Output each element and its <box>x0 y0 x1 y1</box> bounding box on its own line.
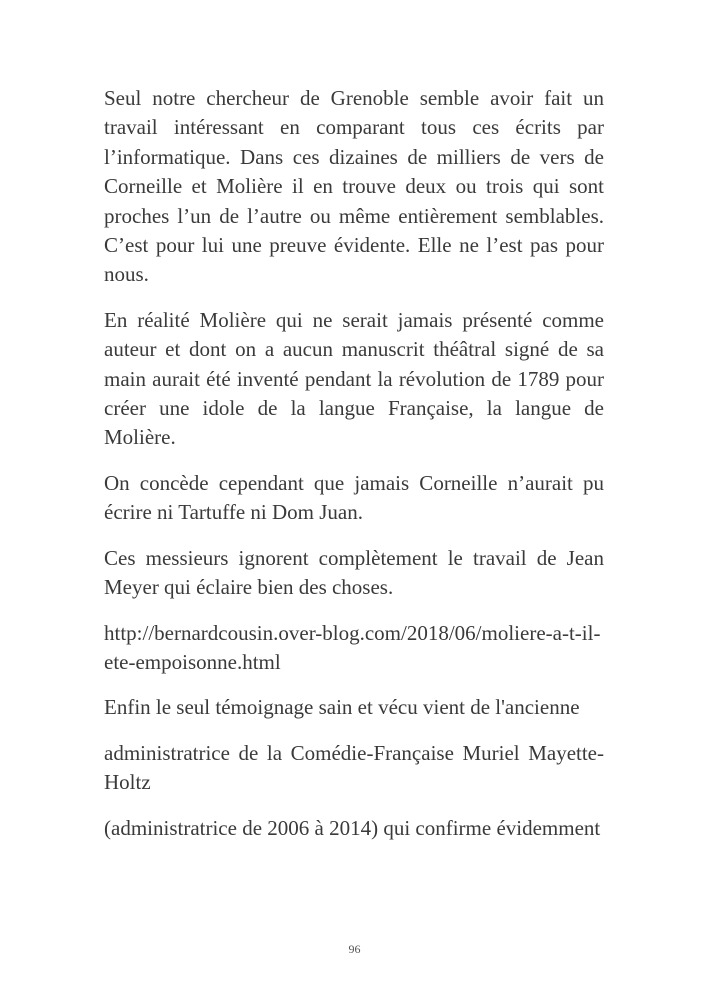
paragraph-grenoble-researcher: Seul notre chercheur de Grenoble semble avoir fait un travail intéressant en comparant tous ces écrits par l’informatique. Dans ces dizaines de milliers de vers de Corneille et Molière il en trouve deux ou trois qui sont proches l’un de l’autre ou même entièrement semblables. C’est pour lui une preuve évidente. Elle ne l’est pas pour nous. <box>104 86 604 287</box>
paragraph-testimony: Enfin le seul témoignage sain et vécu vient de l'ancienne <box>104 695 580 720</box>
paragraph-corneille-tartuffe: On concède cependant que jamais Corneille n’aurait pu écrire ni Tartuffe ni Dom Juan. <box>104 470 604 525</box>
paragraph-confirme: (administratrice de 2006 à 2014) qui confirme évidemment <box>104 815 601 840</box>
paragraph-jean-meyer: Ces messieurs ignorent complètement le travail de Jean Meyer qui éclaire bien des choses. <box>104 545 604 600</box>
body-text <box>104 84 604 859</box>
paragraph-url-link: http://bernardcousin.over-blog.com/2018/06/moliere-a-t-il-ete-empoisonne.html <box>104 620 601 674</box>
paragraph-moliere-invented: En réalité Molière qui ne serait jamais présenté comme auteur et dont on a aucun manuscrit théâtral signé de sa main aurait été inventé pendant la révolution de 1789 pour créer une idole de la langue Française, la langue de Molière. <box>104 307 604 450</box>
page-number: 96 <box>348 942 361 956</box>
paragraph-administratrice: administratrice de la Comédie-Française Muriel Mayette-Holtz <box>104 740 604 795</box>
